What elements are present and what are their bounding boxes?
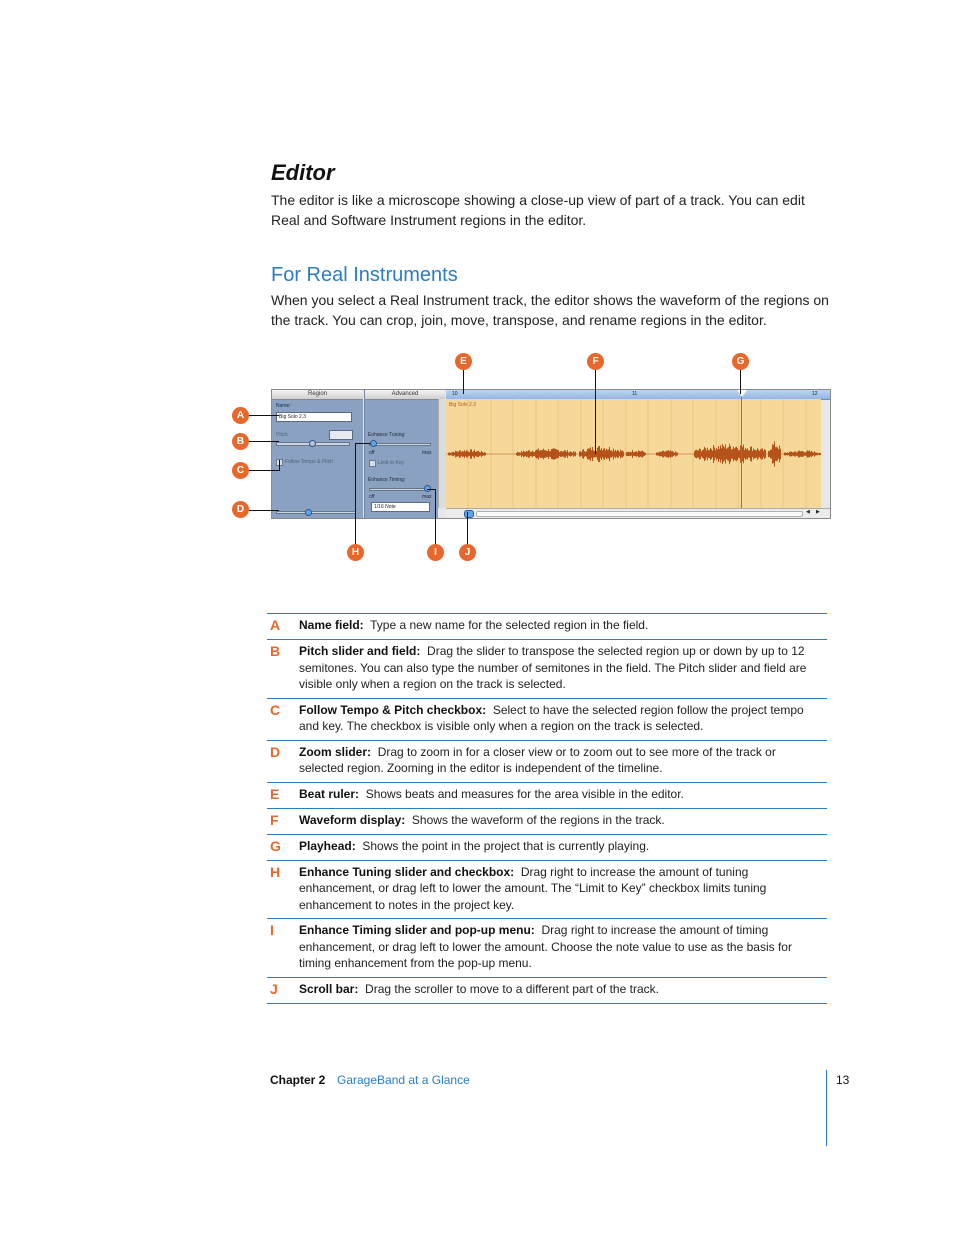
page-number: 13 (836, 1073, 850, 1087)
subsection-heading: For Real Instruments (271, 264, 458, 286)
legend-term: Follow Tempo & Pitch checkbox: (299, 702, 487, 717)
legend-description (299, 617, 819, 634)
tuning-off-label: off (369, 450, 375, 456)
legend-letter: G (270, 837, 281, 854)
pitch-label: Pitch: (276, 432, 289, 438)
leader-line-h-horizontal (355, 443, 371, 444)
enhance-tuning-slider[interactable] (369, 443, 431, 446)
legend-term: Playhead: (299, 838, 356, 853)
legend-description (299, 812, 819, 829)
enhance-tuning-knob[interactable] (370, 440, 377, 447)
leader-line-i-horizontal (427, 489, 436, 490)
note-value-popup[interactable]: 1/16 Note (371, 502, 430, 512)
playhead-line (741, 390, 742, 508)
callout-c: C (232, 462, 249, 479)
waveform-path (446, 441, 821, 466)
region-name: Big Solo 2.3 (449, 402, 476, 408)
legend-row (267, 741, 827, 783)
legend-term: Beat ruler: (299, 786, 360, 801)
enhance-timing-slider[interactable] (369, 488, 431, 491)
legend-description (299, 922, 819, 972)
legend-description (299, 981, 819, 998)
legend-text: Drag right to increase the amount of timing enhancement, or drag left to lower the amount. Choose the note value to use as the basis for timing enhancement from the pop-up menu. (299, 923, 792, 970)
callout-e: E (455, 353, 472, 370)
callout-i: I (427, 544, 444, 561)
legend-letter: F (270, 811, 279, 828)
legend-letter: B (270, 643, 281, 659)
legend-row (267, 640, 827, 699)
zoom-slider[interactable] (276, 511, 356, 514)
legend-term: Enhance Tuning slider and checkbox: (299, 864, 515, 879)
legend-row (267, 861, 827, 920)
legend-row (267, 614, 827, 640)
leader-line-e (463, 370, 464, 394)
legend-row (267, 835, 827, 861)
callout-b: B (232, 433, 249, 450)
tuning-max-label: max (422, 450, 432, 456)
legend-term: Name field: (299, 618, 364, 632)
legend-row (267, 919, 827, 978)
leader-line-a (249, 415, 279, 416)
legend-letter: J (270, 980, 278, 997)
scroll-bar[interactable] (446, 508, 830, 519)
enhance-tuning-label: Enhance Tuning: (368, 432, 406, 438)
leader-line-b (249, 441, 279, 442)
scroll-left-arrow-icon[interactable]: ◀ (806, 509, 810, 515)
pitch-slider-knob[interactable] (309, 440, 316, 447)
legend-text: Shows beats and measures for the area visible in the editor. (365, 786, 684, 801)
subsection-paragraph: When you select a Real Instrument track, the editor shows the waveform of the regions on the track. You can crop, join, move, transpose, and rename regions in the editor. (271, 292, 829, 328)
legend-description (299, 864, 819, 914)
legend-text: Type a new name for the selected region in the field. (370, 618, 649, 632)
legend-text: Drag the scroller to move to a different part of the track. (365, 981, 659, 996)
limit-key-checkbox[interactable] (369, 460, 376, 467)
callout-h: H (347, 544, 364, 561)
legend-text: Shows the point in the project that is currently playing. (362, 838, 650, 853)
callout-legend (267, 613, 827, 1004)
callout-g: G (732, 353, 749, 370)
leader-line-j (467, 512, 468, 545)
playhead-marker[interactable] (737, 390, 747, 397)
legend-description (299, 786, 819, 803)
footer-divider (826, 1070, 827, 1146)
leader-line-g (740, 370, 741, 394)
waveform-region[interactable] (446, 399, 821, 508)
legend-text: Select to have the selected region follow the project tempo and key. The checkbox is visible only when a region on the track is selected. (299, 702, 804, 733)
scroll-right-arrow-icon[interactable]: ▶ (816, 509, 820, 515)
editor-side-gutter (438, 399, 446, 508)
legend-text: Drag right to increase the amount of tuning enhancement, or drag left to lower the amount. The “Limit to Key” checkbox limits tuning enhancement to notes in the project key. (299, 864, 767, 912)
limit-key-label: Limit to Key (378, 460, 405, 466)
intro-paragraph: The editor is like a microscope showing a close-up view of part of a track. You can edit Real and Software Instrument regions in the editor. (271, 192, 805, 228)
ruler-tick-label: 12 (812, 391, 818, 397)
timing-max-label: max (422, 494, 432, 500)
legend-letter: H (270, 863, 281, 880)
footer-chapter-title[interactable]: GarageBand at a Glance (337, 1073, 470, 1087)
leader-line-d (249, 510, 279, 511)
region-tab[interactable]: Region (272, 390, 363, 400)
scroll-track (476, 511, 803, 517)
follow-tempo-label: Follow Tempo & Pitch (285, 459, 333, 465)
timing-off-label: off (369, 494, 375, 500)
legend-letter: E (270, 785, 280, 802)
legend-row (267, 699, 827, 741)
name-field[interactable]: Big Solo 2.3 (276, 412, 352, 422)
enhance-timing-label: Enhance Timing: (368, 477, 406, 483)
callout-d: D (232, 501, 249, 518)
name-label: Name: (276, 403, 291, 409)
scroll-thumb[interactable] (464, 510, 474, 518)
legend-row (267, 783, 827, 809)
callout-a: A (232, 407, 249, 424)
legend-letter: A (270, 617, 281, 633)
ruler-tick-label: 11 (632, 391, 638, 397)
legend-letter: C (270, 701, 281, 718)
advanced-tab[interactable]: Advanced (365, 390, 445, 400)
leader-line-h (355, 443, 356, 545)
legend-description (299, 838, 819, 855)
legend-term: Pitch slider and field: (299, 644, 421, 658)
advanced-panel (364, 390, 438, 518)
callout-f: F (587, 353, 604, 370)
legend-term: Scroll bar: (299, 981, 359, 996)
legend-letter: I (270, 922, 274, 938)
leader-line-f (595, 370, 596, 454)
leader-line-i (435, 489, 436, 545)
legend-row (267, 809, 827, 835)
section-heading: Editor (271, 160, 335, 185)
ruler-tick-label: 10 (452, 391, 458, 397)
leader-line-c (249, 470, 279, 471)
legend-row (267, 978, 827, 1004)
leader-line-c-vertical (279, 460, 280, 471)
region-panel (272, 390, 363, 518)
callout-j: J (459, 544, 476, 561)
legend-term: Zoom slider: (299, 744, 372, 759)
legend-description (299, 702, 819, 735)
legend-term: Enhance Timing slider and pop-up menu: (299, 923, 535, 937)
legend-term: Waveform display: (299, 812, 406, 827)
legend-text: Shows the waveform of the regions in the track. (411, 812, 665, 827)
pitch-field[interactable] (329, 430, 353, 440)
zoom-slider-knob[interactable] (305, 509, 312, 516)
footer-chapter: Chapter 2 (270, 1073, 326, 1087)
legend-text: Drag to zoom in for a closer view or to zoom out to see more of the track or selected region. Zooming in the editor is independent of the timeline. (299, 744, 776, 775)
legend-description (299, 744, 819, 777)
waveform-display (446, 399, 821, 508)
legend-letter: D (270, 743, 281, 760)
legend-description (299, 643, 819, 693)
legend-text: Drag the slider to transpose the selected region up or down by up to 12 semitones. You can also type the number of semitones in the field. The Pitch slider and field are visible only when a region on the track is selected. (299, 644, 807, 691)
